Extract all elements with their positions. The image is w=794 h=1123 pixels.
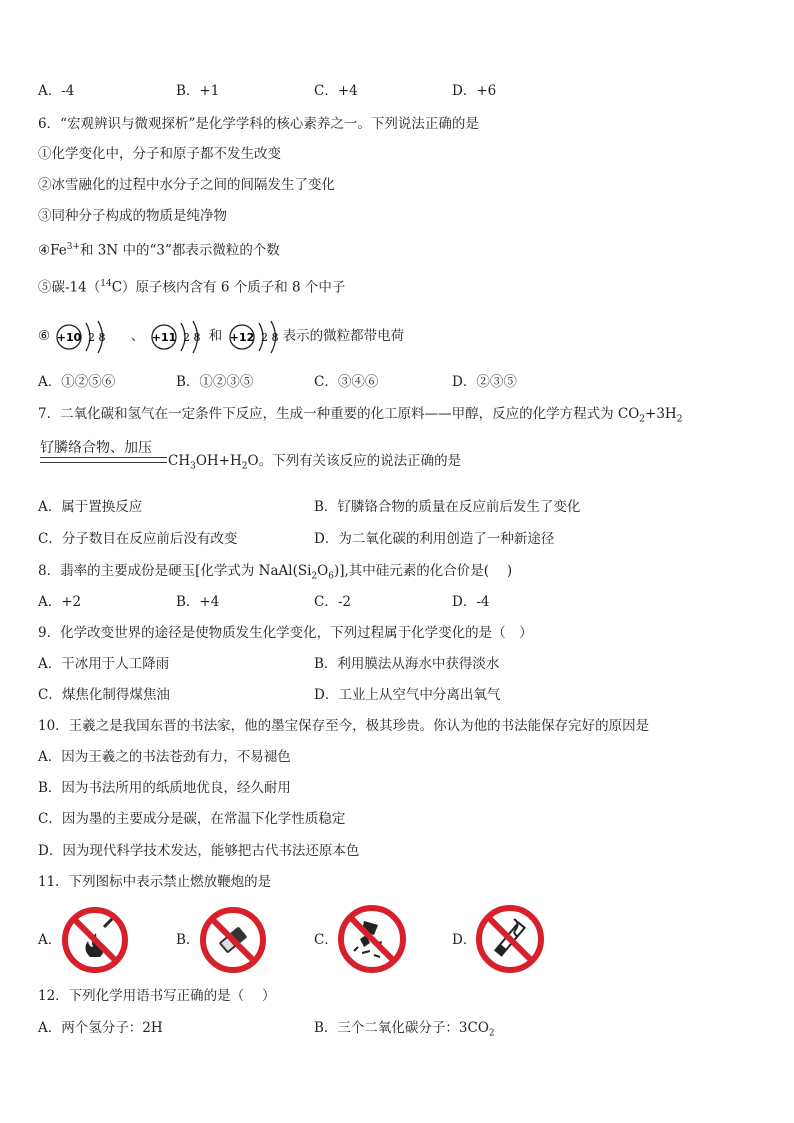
q11-label-d: D． bbox=[452, 932, 477, 948]
svg-text:+11: +11 bbox=[151, 330, 176, 344]
q11-stem: 11．下列图标中表示禁止燃放鞭炮的是 bbox=[38, 874, 272, 890]
q6-statement-4: $④Fe^{3+}$和 3N 中的“3”都表示微粒的个数 bbox=[38, 242, 280, 259]
q7-option-b: B．钌膦铬合物的质量在反应前后发生了变化 bbox=[314, 499, 581, 515]
q10-option-a: A．因为王羲之的书法苍劲有力，不易褪色 bbox=[38, 749, 291, 765]
q9-option-c: C．煤焦化制得煤焦油 bbox=[38, 687, 170, 703]
q10-option-d: D．因为现代科学技术发达，能够把古代书法还原本色 bbox=[38, 843, 360, 859]
q5-option-b: B．+1 bbox=[176, 83, 220, 99]
q12-stem: 12．下列化学用语书写正确的是（ ） bbox=[38, 988, 276, 1004]
q12-option-a: A．两个氢分子：2H bbox=[38, 1020, 163, 1036]
q6-statement-1: ①化学变化中，分子和原子都不发生改变 bbox=[38, 146, 281, 162]
q9-stem: 9．化学改变世界的途径是使物质发生化学变化，下列过程属于化学变化的是（ ） bbox=[38, 625, 533, 641]
q8-option-b: B．+4 bbox=[176, 594, 220, 610]
no-firecracker-icon bbox=[336, 903, 408, 979]
q5-option-d: D．+6 bbox=[452, 83, 497, 99]
q6-option-b: B．①②③⑤ bbox=[176, 374, 254, 390]
q5-option-c: C．+4 bbox=[314, 83, 358, 99]
q8-option-d: D．-4 bbox=[452, 594, 490, 610]
svg-text:2 8: 2 8 bbox=[88, 330, 106, 344]
q12-option-b: B．三个二氧化碳分子：$3CO_2$ bbox=[314, 1020, 495, 1039]
q11-label-c: C． bbox=[314, 932, 338, 948]
q6-option-a: A．①②⑤⑥ bbox=[38, 374, 116, 390]
atom-structure-1 bbox=[54, 319, 126, 355]
q6-option-c: C．③④⑥ bbox=[314, 374, 379, 390]
q9-option-a: A．干冰用于人工降雨 bbox=[38, 656, 170, 672]
q10-stem: 10．王羲之是我国东晋的书法家，他的墨宝保存至今，极其珍贵。你认为他的书法能保存完好的原因是 bbox=[38, 718, 650, 734]
q11-label-a: A． bbox=[38, 932, 62, 948]
reaction-equals-sign bbox=[40, 457, 167, 463]
q8-option-c: C．-2 bbox=[314, 594, 351, 610]
no-fire-icon bbox=[60, 905, 130, 979]
q10-option-b: B．因为书法所用的纸质地优良，经久耐用 bbox=[38, 780, 291, 796]
q6-statement-5: ⑤碳-14（$^{14}$C）原子核内含有 6 个质子和 8 个中子 bbox=[38, 279, 346, 296]
q6-statement-6: ⑥ +10 2 8 、 +11 2 8 和 +12 2 8 表示的微粒都带电荷 bbox=[38, 318, 404, 354]
q7-stem: 7．二氧化碳和氢气在一定条件下反应，生成一种重要的化工原料——甲醇，反应的化学方程式为 $CO_2+3H_2$ bbox=[38, 406, 683, 425]
q6-stem: 6．“宏观辨识与微观探析”是化学学科的核心素养之一。下列说法正确的是 bbox=[38, 116, 479, 132]
q7-option-a: A．属于置换反应 bbox=[38, 499, 143, 515]
q6-option-d: D．②③⑤ bbox=[452, 374, 517, 390]
q7-option-d: D．为二氧化碳的利用创造了一种新途径 bbox=[314, 531, 555, 547]
no-smoking-icon bbox=[474, 903, 546, 979]
no-lighter-icon bbox=[198, 905, 268, 979]
q9-option-b: B．利用膜法从海水中获得淡水 bbox=[314, 656, 500, 672]
q7-option-c: C．分子数目在反应前后没有改变 bbox=[38, 531, 238, 547]
svg-text:2 8: 2 8 bbox=[260, 330, 279, 344]
q9-option-d: D．工业上从空气中分离出氧气 bbox=[314, 687, 501, 703]
q7-stem-continuation: $CH_3OH+H_2O$。下列有关该反应的说法正确的是 bbox=[168, 453, 462, 472]
svg-text:2 8: 2 8 bbox=[182, 330, 200, 344]
q5-option-a: A．-4 bbox=[38, 83, 75, 99]
atom-structure-3 bbox=[227, 319, 283, 355]
q6-statement-3: ③同种分子构成的物质是纯净物 bbox=[38, 208, 227, 224]
svg-text:+10: +10 bbox=[57, 330, 82, 344]
svg-text:+12: +12 bbox=[229, 330, 254, 344]
q11-label-b: B． bbox=[176, 932, 200, 948]
q8-stem: 8．翡率的主要成份是硬玉[化学式为 $NaAl(Si_2O_6)$],其中硅元素的化合价是( ) bbox=[38, 563, 513, 582]
q10-option-c: C．因为墨的主要成分是碳，在常温下化学性质稳定 bbox=[38, 811, 346, 827]
atom-structure-2 bbox=[149, 319, 205, 355]
reaction-condition: 钌膦络合物、加压 bbox=[40, 437, 152, 457]
q6-statement-2: ②冰雪融化的过程中水分子之间的间隔发生了变化 bbox=[38, 177, 335, 193]
q8-option-a: A．+2 bbox=[38, 594, 82, 610]
